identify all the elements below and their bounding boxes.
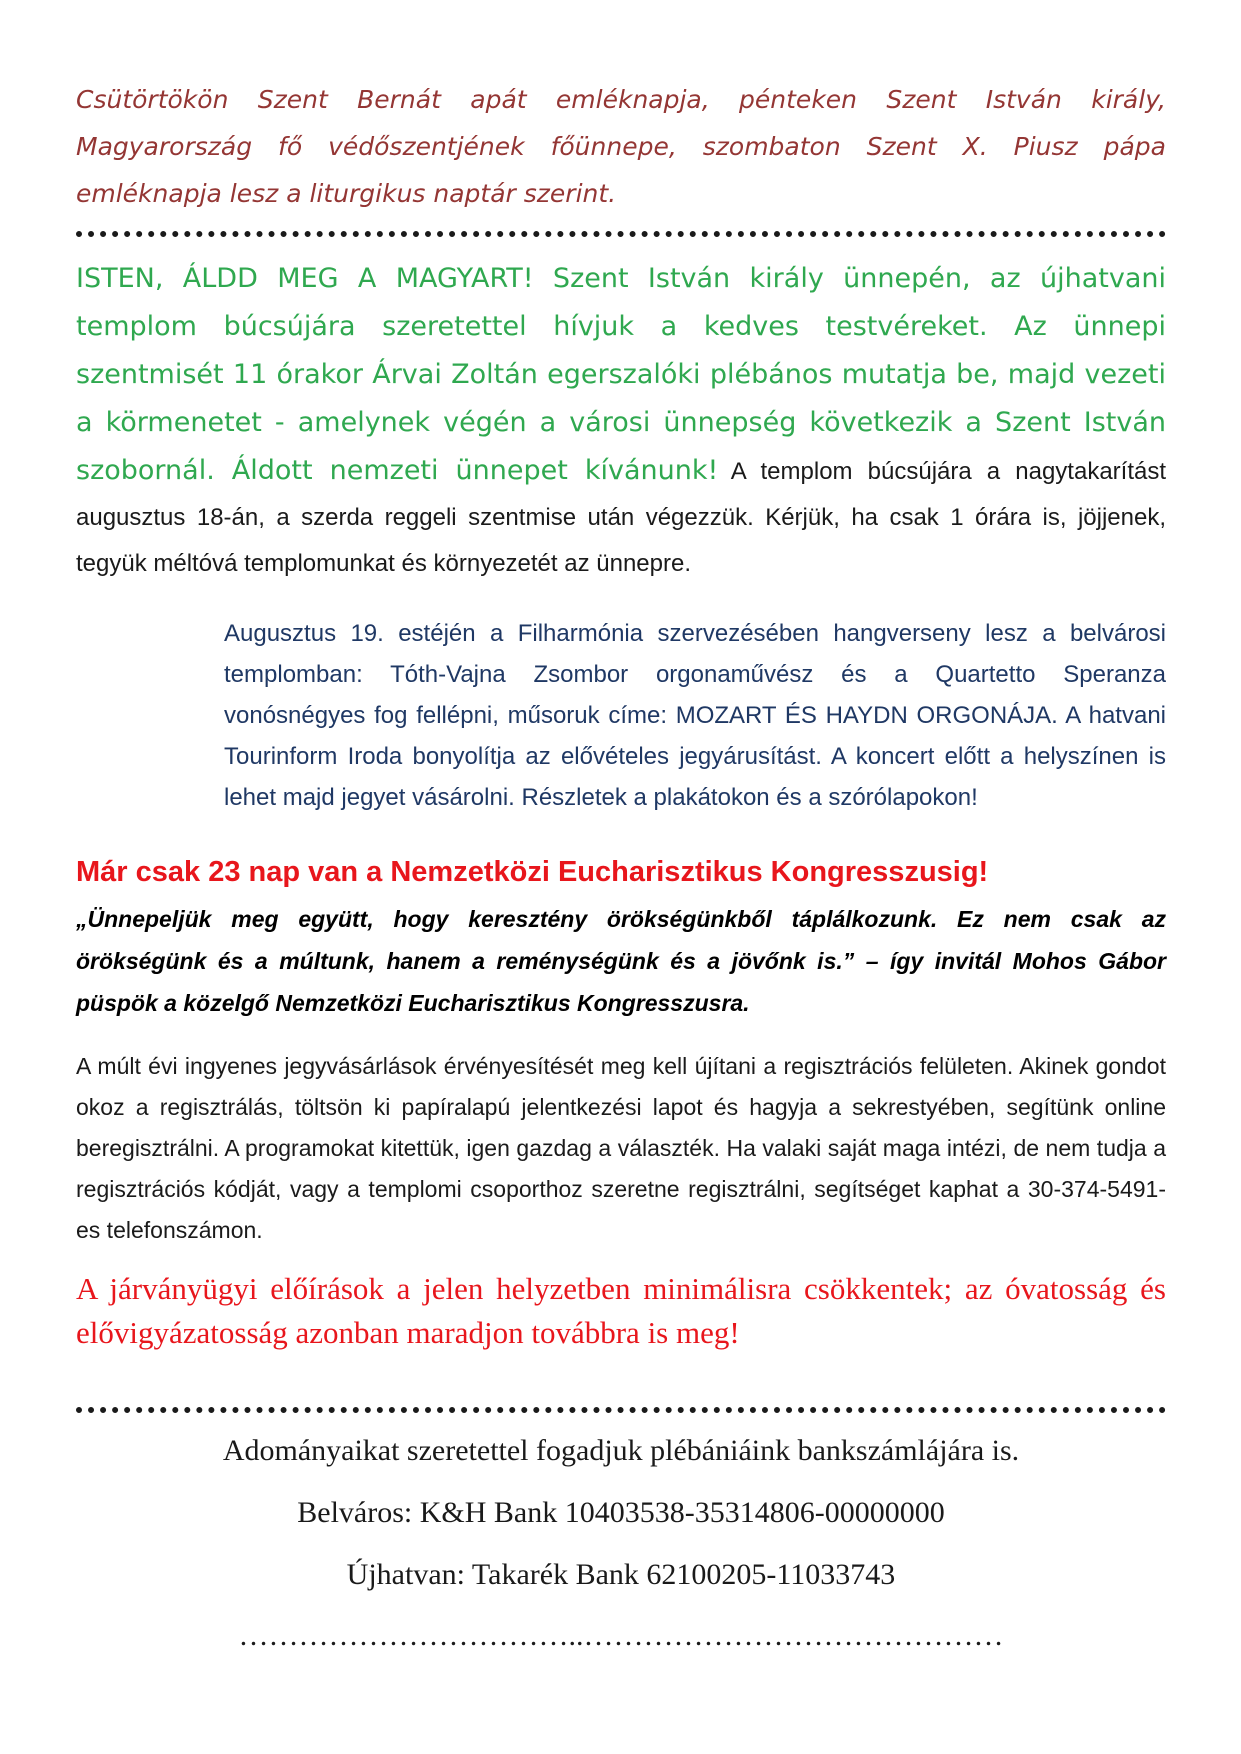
concert-paragraph: Augusztus 19. estéjén a Filharmónia szervezésében hangverseny lesz a belvárosi templomban: Tóth-Vajna Zsombor orgonaművész és a Quartetto Speranza vonósnégyes fog fellépni, műsoruk címe: MOZART ÉS HAYDN ORGONÁJA. A hatvani Tourinform Iroda bonyolítja az elővételes jegyárusítást. A koncert előtt a helyszínen is lehet majd jegyet vásárolni. Részletek a plakátokon és a szórólapokon! bbox=[224, 620, 1166, 811]
bank-account-ujhatvan: Újhatvan: Takarék Bank 62100205-11033743 bbox=[346, 1558, 896, 1591]
dotted-divider-top bbox=[76, 231, 1166, 237]
footer-dot-leader: ……………………………..…………………………………… bbox=[238, 1619, 1004, 1652]
congress-headline: Már csak 23 nap van a Nemzetközi Eucharisztikus Kongresszusig! bbox=[76, 856, 989, 888]
feast-days-paragraph: Csütörtökön Szent Bernát apát emléknapja, pénteken Szent István király, Magyarország fő védőszentjének főünnepe, szombaton Szent X. Piusz pápa emléknapja lesz a liturgikus naptár szerint. bbox=[76, 85, 1166, 208]
congress-quote: „Ünnepeljük meg együtt, hogy keresztény örökségünkből táplálkozunk. Ez nem csak az örökségünk és a múltunk, hanem a reménységünk és a jövőnk is.” – így invitál Mohos Gábor püspök a közelgő Nemzetközi Eucharisztikus Kongresszusra. bbox=[76, 906, 1166, 1016]
pandemic-warning: A járványügyi előírások a jelen helyzetben minimálisra csökkentek; az óvatosság és elővigyázatosság azonban maradjon továbbra is meg! bbox=[76, 1271, 1166, 1350]
registration-paragraph: A múlt évi ingyenes jegyvásárlások érvényesítését meg kell újítani a regisztrációs felületen. Akinek gondot okoz a regisztrálás, töltsön ki papíralapú jelentkezési lapot és hagyja a sekrestyében, segítünk online beregisztrálni. A programokat kitettük, igen gazdag a választék. Ha valaki saját maga intézi, de nem tudja a regisztrációs kódját, vagy a templomi csoporthoz szeretne regisztrálni, segítséget kaphat a 30-374-5491-es telefonszámon. bbox=[76, 1053, 1166, 1243]
cleaning-notice: A templom búcsújára a nagytakarítást augusztus 18-án, a szerda reggeli szentmise után végezzük. Kérjük, ha csak 1 órára is, jöjjenek, tegyük méltóvá templomunkat és környezetét az ünnepre. bbox=[76, 458, 1167, 577]
bulletin-page bbox=[76, 76, 1166, 1653]
st-stephen-paragraph bbox=[76, 257, 1166, 589]
bank-account-belvaros: Belváros: K&H Bank 10403538-35314806-00000000 bbox=[297, 1496, 945, 1529]
donation-intro: Adományaikat szeretettel fogadjuk plébániáink bankszámlájára is. bbox=[222, 1434, 1020, 1467]
st-stephen-invitation: ISTEN, ÁLDD MEG A MAGYART! Szent István király ünnepén, az újhatvani templom búcsújára szeretettel hívjuk a kedves testvéreket. Az ünnepi szentmisét 11 órakor Árvai Zoltán egerszalóki plébános mutatja be, majd vezeti a körmenetet - amelynek végén a városi ünnepség következik a Szent István szobornál. Áldott nemzeti ünnepet kívánunk! bbox=[76, 263, 1166, 486]
dotted-divider-bottom bbox=[76, 1407, 1166, 1413]
